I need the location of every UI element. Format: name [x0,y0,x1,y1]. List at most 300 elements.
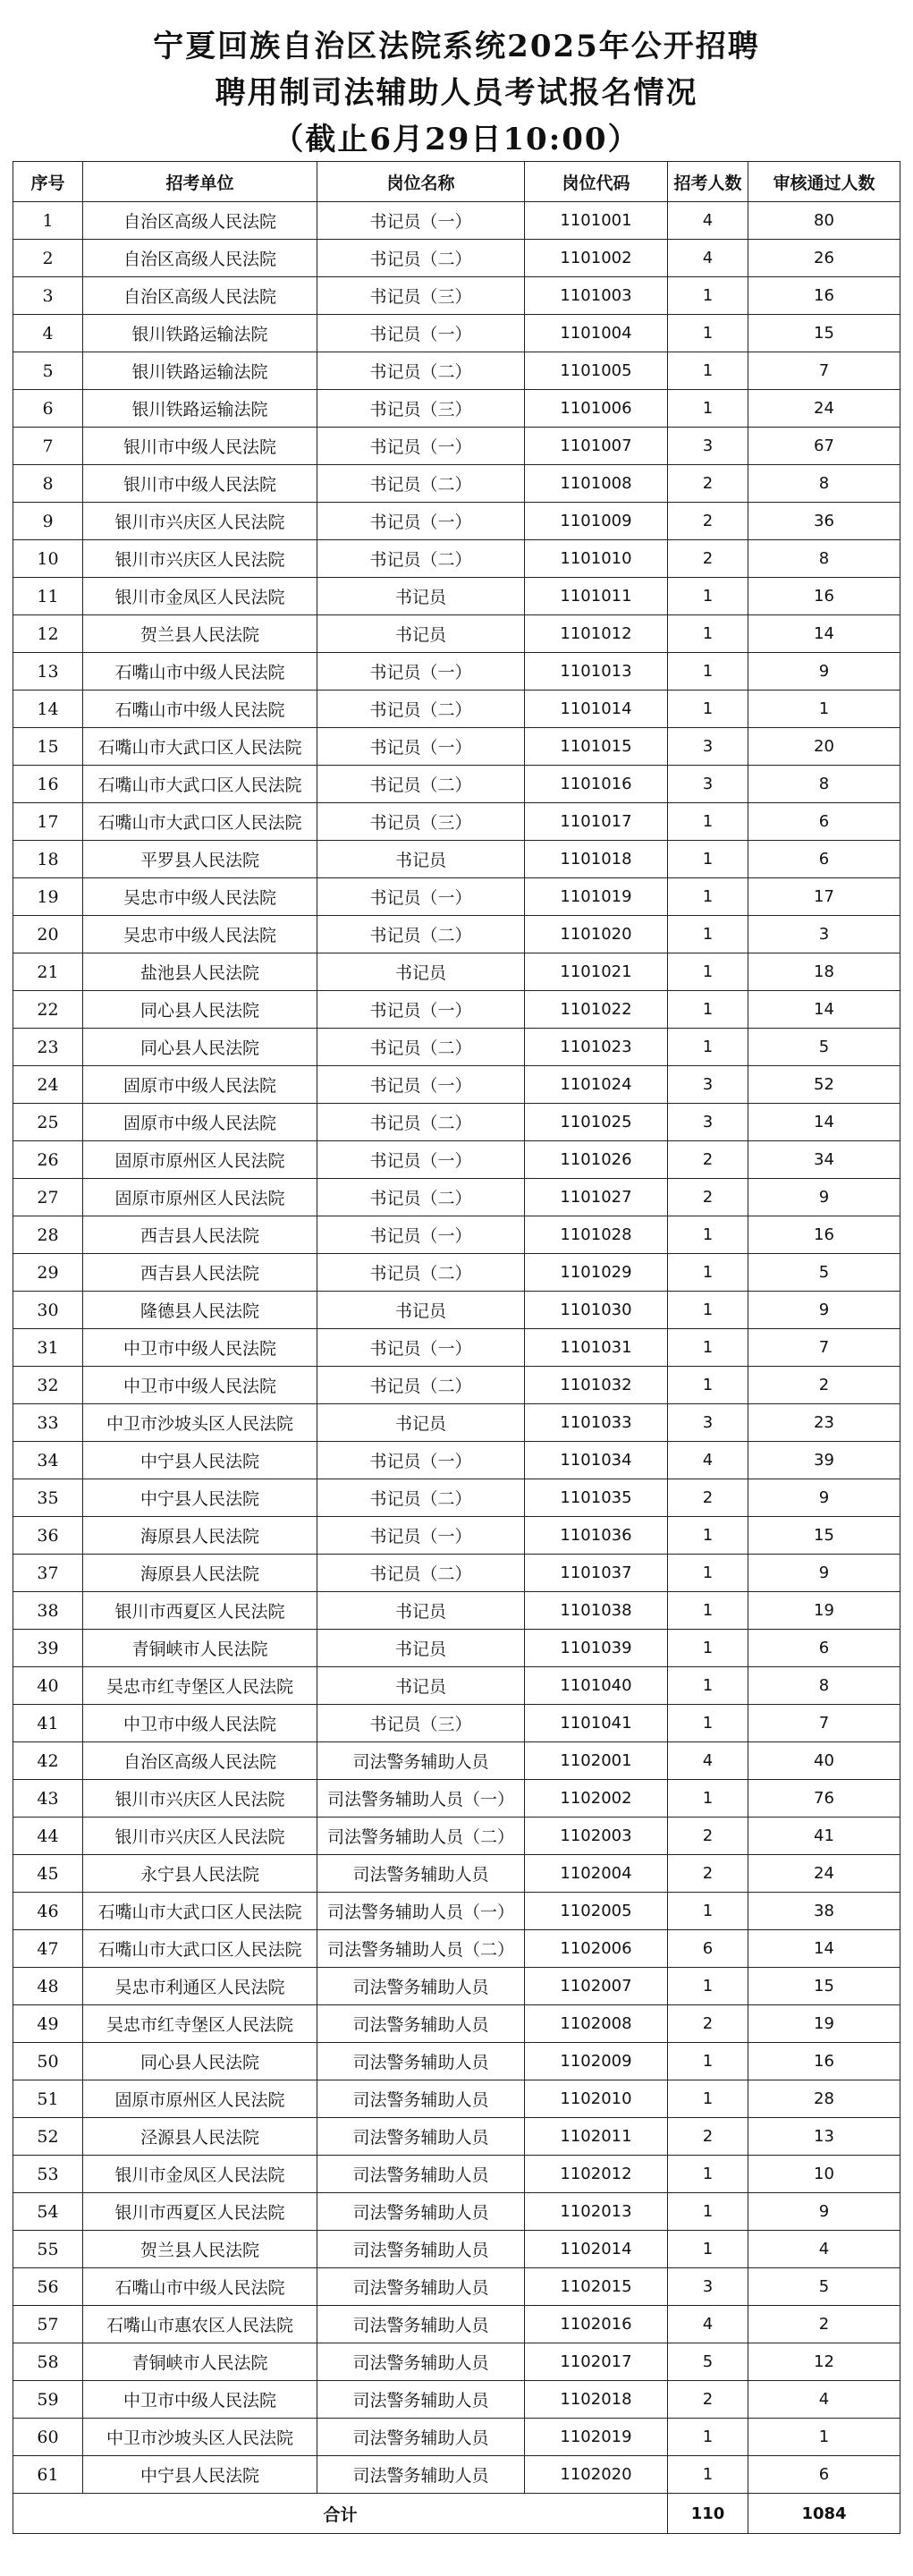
row-serial: 36 [13,1517,83,1555]
row-passed-count: 20 [748,728,900,766]
header-serial: 序号 [13,162,83,202]
header-passed-count: 审核通过人数 [748,162,900,202]
row-recruit-count: 2 [668,2005,748,2043]
row-recruit-count: 1 [668,1216,748,1254]
row-passed-count: 8 [748,1667,900,1705]
row-position: 书记员（一） [317,1442,525,1479]
row-code: 1102005 [525,1893,668,1930]
row-serial: 55 [13,2231,83,2268]
row-recruit-count: 1 [668,878,748,916]
row-passed-count: 17 [748,878,900,916]
row-code: 1102019 [525,2419,668,2456]
row-passed-count: 12 [748,2343,900,2381]
row-serial: 26 [13,1141,83,1179]
row-serial: 57 [13,2306,83,2343]
row-position: 书记员 [317,615,525,653]
row-position: 书记员（一） [317,653,525,691]
row-recruit-count: 1 [668,390,748,428]
row-position: 书记员（二） [317,240,525,277]
row-passed-count: 6 [748,1630,900,1667]
row-recruit-count: 1 [668,2193,748,2231]
table-row [13,540,900,578]
row-recruit-count: 6 [668,1930,748,1968]
row-passed-count: 23 [748,1404,900,1442]
table-row [13,240,900,277]
row-code: 1101004 [525,315,668,352]
row-code: 1101018 [525,841,668,878]
row-position: 司法警务辅助人员（一） [317,1893,525,1930]
row-code: 1102003 [525,1818,668,1855]
row-serial: 3 [13,277,83,315]
row-serial: 2 [13,240,83,277]
row-position: 书记员（一） [317,728,525,766]
table-row [13,1104,900,1141]
row-serial: 17 [13,803,83,841]
row-position: 书记员（二） [317,1179,525,1216]
row-recruit-count: 1 [668,1367,748,1404]
row-passed-count: 3 [748,916,900,953]
row-passed-count: 15 [748,1517,900,1555]
row-unit: 永宁县人民法院 [83,1855,317,1893]
table-row [13,2343,900,2381]
row-unit: 青铜峡市人民法院 [83,2343,317,2381]
row-passed-count: 9 [748,1555,900,1592]
row-code: 1101040 [525,1667,668,1705]
row-position: 司法警务辅助人员 [317,2306,525,2343]
row-passed-count: 9 [748,1479,900,1517]
row-recruit-count: 1 [668,1968,748,2005]
row-code: 1102002 [525,1780,668,1818]
row-serial: 1 [13,202,83,240]
row-code: 1101024 [525,1066,668,1104]
row-recruit-count: 1 [668,352,748,390]
row-position: 司法警务辅助人员 [317,2080,525,2118]
table-row [13,2306,900,2343]
row-recruit-count: 1 [668,1630,748,1667]
row-passed-count: 16 [748,2043,900,2080]
row-recruit-count: 1 [668,2156,748,2193]
row-position: 司法警务辅助人员 [317,1968,525,2005]
row-position: 司法警务辅助人员 [317,1742,525,1780]
table-row [13,653,900,691]
table-row [13,1705,900,1742]
row-serial: 58 [13,2343,83,2381]
row-unit: 自治区高级人民法院 [83,240,317,277]
table-row [13,1742,900,1780]
row-code: 1101014 [525,691,668,728]
row-code: 1101007 [525,428,668,465]
table-row [13,2381,900,2419]
row-passed-count: 19 [748,2005,900,2043]
table-row [13,766,900,803]
row-passed-count: 40 [748,1742,900,1780]
row-recruit-count: 1 [668,1780,748,1818]
row-code: 1101041 [525,1705,668,1742]
row-passed-count: 36 [748,503,900,540]
row-position: 书记员（一） [317,1517,525,1555]
table-row [13,1630,900,1667]
row-recruit-count: 1 [668,1555,748,1592]
row-code: 1102016 [525,2306,668,2343]
row-serial: 49 [13,2005,83,2043]
row-recruit-count: 3 [668,2268,748,2306]
table-row [13,878,900,916]
row-unit: 银川市西夏区人民法院 [83,2193,317,2231]
table-row [13,2231,900,2268]
row-recruit-count: 4 [668,2306,748,2343]
table-row [13,841,900,878]
row-serial: 23 [13,1029,83,1066]
table-row [13,1179,900,1216]
row-position: 书记员 [317,953,525,991]
row-passed-count: 4 [748,2381,900,2419]
row-serial: 4 [13,315,83,352]
row-code: 1101013 [525,653,668,691]
row-passed-count: 7 [748,1705,900,1742]
row-position: 司法警务辅助人员 [317,2193,525,2231]
table-row [13,728,900,766]
row-recruit-count: 1 [668,803,748,841]
table-row [13,428,900,465]
row-position: 书记员（一） [317,878,525,916]
table-row [13,1141,900,1179]
row-code: 1101020 [525,916,668,953]
row-code: 1102015 [525,2268,668,2306]
row-serial: 29 [13,1254,83,1292]
table-row [13,1968,900,2005]
row-recruit-count: 1 [668,916,748,953]
row-serial: 45 [13,1855,83,1893]
row-unit: 石嘴山市惠农区人民法院 [83,2306,317,2343]
row-serial: 12 [13,615,83,653]
row-code: 1101010 [525,540,668,578]
row-serial: 33 [13,1404,83,1442]
row-passed-count: 14 [748,1104,900,1141]
row-serial: 47 [13,1930,83,1968]
row-recruit-count: 1 [668,991,748,1029]
row-position: 书记员 [317,1404,525,1442]
row-serial: 28 [13,1216,83,1254]
row-serial: 46 [13,1893,83,1930]
row-position: 书记员 [317,1630,525,1667]
row-unit: 同心县人民法院 [83,2043,317,2080]
row-unit: 西吉县人民法院 [83,1216,317,1254]
row-passed-count: 52 [748,1066,900,1104]
document-title-line-1: 宁夏回族自治区法院系统2025年公开招聘 [153,29,760,64]
table-row [13,1442,900,1479]
table-row [13,1555,900,1592]
row-serial: 56 [13,2268,83,2306]
row-serial: 43 [13,1780,83,1818]
table-row [13,277,900,315]
row-unit: 海原县人民法院 [83,1517,317,1555]
row-position: 书记员（二） [317,691,525,728]
row-position: 书记员（三） [317,803,525,841]
row-position: 司法警务辅助人员 [317,2419,525,2456]
row-passed-count: 14 [748,615,900,653]
row-code: 1101012 [525,615,668,653]
row-unit: 银川市中级人民法院 [83,428,317,465]
header-position: 岗位名称 [317,162,525,202]
row-unit: 石嘴山市大武口区人民法院 [83,1893,317,1930]
row-passed-count: 6 [748,841,900,878]
row-recruit-count: 1 [668,1705,748,1742]
total-label: 合计 [13,2494,668,2534]
row-position: 书记员（三） [317,1705,525,1742]
table-row [13,2268,900,2306]
row-recruit-count: 3 [668,728,748,766]
row-unit: 海原县人民法院 [83,1555,317,1592]
row-unit: 同心县人民法院 [83,991,317,1029]
row-code: 1102017 [525,2343,668,2381]
row-position: 书记员（一） [317,1141,525,1179]
row-unit: 盐池县人民法院 [83,953,317,991]
row-unit: 石嘴山市大武口区人民法院 [83,766,317,803]
row-recruit-count: 4 [668,240,748,277]
row-recruit-count: 1 [668,2456,748,2494]
row-unit: 中卫市中级人民法院 [83,1367,317,1404]
table-row [13,991,900,1029]
row-passed-count: 41 [748,1818,900,1855]
row-recruit-count: 1 [668,1517,748,1555]
row-recruit-count: 2 [668,465,748,503]
row-position: 书记员（二） [317,540,525,578]
row-serial: 42 [13,1742,83,1780]
row-position: 书记员（二） [317,1029,525,1066]
table-footer [13,2494,900,2534]
row-serial: 40 [13,1667,83,1705]
row-recruit-count: 1 [668,315,748,352]
row-serial: 25 [13,1104,83,1141]
row-code: 1101026 [525,1141,668,1179]
row-recruit-count: 2 [668,503,748,540]
row-serial: 59 [13,2381,83,2419]
row-position: 司法警务辅助人员 [317,2268,525,2306]
row-unit: 银川市金凤区人民法院 [83,2156,317,2193]
row-position: 书记员（三） [317,277,525,315]
row-unit: 中宁县人民法院 [83,1442,317,1479]
row-serial: 16 [13,766,83,803]
row-code: 1101031 [525,1329,668,1367]
row-code: 1102006 [525,1930,668,1968]
row-recruit-count: 1 [668,1029,748,1066]
row-code: 1101037 [525,1555,668,1592]
table-row [13,503,900,540]
table-row [13,916,900,953]
row-unit: 中卫市中级人民法院 [83,1705,317,1742]
row-passed-count: 16 [748,277,900,315]
row-position: 书记员（二） [317,1479,525,1517]
row-code: 1102004 [525,1855,668,1893]
row-recruit-count: 2 [668,2118,748,2156]
total-recruit-count: 110 [668,2494,748,2534]
row-position: 书记员（二） [317,1254,525,1292]
row-unit: 吴忠市红寺堡区人民法院 [83,2005,317,2043]
row-passed-count: 8 [748,540,900,578]
row-serial: 10 [13,540,83,578]
row-code: 1102013 [525,2193,668,2231]
row-passed-count: 34 [748,1141,900,1179]
row-code: 1101019 [525,878,668,916]
row-unit: 自治区高级人民法院 [83,277,317,315]
row-passed-count: 13 [748,2118,900,2156]
row-passed-count: 1 [748,691,900,728]
table-row [13,352,900,390]
row-position: 司法警务辅助人员 [317,2231,525,2268]
row-recruit-count: 1 [668,2080,748,2118]
row-unit: 固原市原州区人民法院 [83,1179,317,1216]
row-recruit-count: 2 [668,1818,748,1855]
row-unit: 银川铁路运输法院 [83,315,317,352]
table-row [13,2118,900,2156]
table-row [13,1029,900,1066]
row-unit: 青铜峡市人民法院 [83,1630,317,1667]
row-passed-count: 28 [748,2080,900,2118]
row-code: 1102010 [525,2080,668,2118]
row-serial: 15 [13,728,83,766]
row-position: 司法警务辅助人员 [317,2005,525,2043]
total-row [13,2494,900,2534]
row-position: 司法警务辅助人员（二） [317,1930,525,1968]
header-row [13,162,900,202]
table-row [13,1893,900,1930]
row-unit: 中卫市中级人民法院 [83,2381,317,2419]
header-unit: 招考单位 [83,162,317,202]
row-passed-count: 15 [748,1968,900,2005]
row-code: 1101030 [525,1292,668,1329]
row-position: 书记员（一） [317,1329,525,1367]
row-recruit-count: 1 [668,1893,748,1930]
row-passed-count: 9 [748,2193,900,2231]
row-unit: 贺兰县人民法院 [83,615,317,653]
row-code: 1101006 [525,390,668,428]
row-passed-count: 9 [748,653,900,691]
row-passed-count: 9 [748,1179,900,1216]
row-position: 书记员 [317,1292,525,1329]
row-serial: 35 [13,1479,83,1517]
row-passed-count: 6 [748,2456,900,2494]
row-passed-count: 16 [748,578,900,615]
row-position: 司法警务辅助人员 [317,2381,525,2419]
row-serial: 31 [13,1329,83,1367]
row-passed-count: 26 [748,240,900,277]
table-header [13,162,900,202]
row-position: 司法警务辅助人员（二） [317,1818,525,1855]
row-recruit-count: 1 [668,841,748,878]
table-row [13,1254,900,1292]
row-passed-count: 19 [748,1592,900,1630]
row-unit: 隆德县人民法院 [83,1292,317,1329]
row-code: 1102012 [525,2156,668,2193]
row-code: 1101027 [525,1179,668,1216]
row-position: 书记员（二） [317,1555,525,1592]
row-position: 书记员 [317,1592,525,1630]
row-serial: 21 [13,953,83,991]
row-passed-count: 67 [748,428,900,465]
row-unit: 吴忠市利通区人民法院 [83,1968,317,2005]
header-code: 岗位代码 [525,162,668,202]
row-unit: 吴忠市中级人民法院 [83,916,317,953]
row-recruit-count: 1 [668,953,748,991]
row-passed-count: 38 [748,1893,900,1930]
row-passed-count: 8 [748,766,900,803]
row-recruit-count: 4 [668,1742,748,1780]
table-row [13,1517,900,1555]
row-unit: 银川市中级人民法院 [83,465,317,503]
row-code: 1101032 [525,1367,668,1404]
row-code: 1101035 [525,1479,668,1517]
row-recruit-count: 3 [668,766,748,803]
row-serial: 61 [13,2456,83,2494]
row-serial: 8 [13,465,83,503]
row-position: 书记员（二） [317,916,525,953]
header-recruit-count: 招考人数 [668,162,748,202]
table-row [13,615,900,653]
row-position: 司法警务辅助人员（一） [317,1780,525,1818]
row-unit: 中卫市中级人民法院 [83,1329,317,1367]
row-recruit-count: 1 [668,277,748,315]
row-unit: 泾源县人民法院 [83,2118,317,2156]
row-serial: 14 [13,691,83,728]
row-position: 书记员（一） [317,315,525,352]
row-code: 1101005 [525,352,668,390]
row-code: 1101008 [525,465,668,503]
row-position: 书记员 [317,578,525,615]
row-code: 1101016 [525,766,668,803]
row-unit: 固原市中级人民法院 [83,1066,317,1104]
row-unit: 固原市原州区人民法院 [83,1141,317,1179]
row-unit: 石嘴山市中级人民法院 [83,2268,317,2306]
table-row [13,1367,900,1404]
row-unit: 同心县人民法院 [83,1029,317,1066]
row-serial: 5 [13,352,83,390]
row-passed-count: 7 [748,1329,900,1367]
row-unit: 石嘴山市大武口区人民法院 [83,803,317,841]
row-recruit-count: 1 [668,1254,748,1292]
table-row [13,315,900,352]
table-row [13,1855,900,1893]
row-position: 司法警务辅助人员 [317,2456,525,2494]
row-unit: 自治区高级人民法院 [83,202,317,240]
row-passed-count: 7 [748,352,900,390]
row-code: 1101003 [525,277,668,315]
table-row [13,1216,900,1254]
row-code: 1101001 [525,202,668,240]
row-position: 司法警务辅助人员 [317,2118,525,2156]
row-passed-count: 14 [748,1930,900,1968]
row-unit: 石嘴山市中级人民法院 [83,653,317,691]
table-row [13,1930,900,1968]
row-recruit-count: 2 [668,1855,748,1893]
row-serial: 38 [13,1592,83,1630]
row-position: 司法警务辅助人员 [317,2043,525,2080]
row-code: 1102008 [525,2005,668,2043]
row-passed-count: 2 [748,1367,900,1404]
row-recruit-count: 1 [668,578,748,615]
row-serial: 9 [13,503,83,540]
row-position: 书记员（一） [317,503,525,540]
row-code: 1101021 [525,953,668,991]
row-recruit-count: 3 [668,1104,748,1141]
row-recruit-count: 3 [668,1066,748,1104]
table-row [13,2005,900,2043]
row-passed-count: 39 [748,1442,900,1479]
row-recruit-count: 1 [668,1329,748,1367]
table-row [13,2456,900,2494]
row-recruit-count: 4 [668,1442,748,1479]
row-serial: 41 [13,1705,83,1742]
row-serial: 7 [13,428,83,465]
